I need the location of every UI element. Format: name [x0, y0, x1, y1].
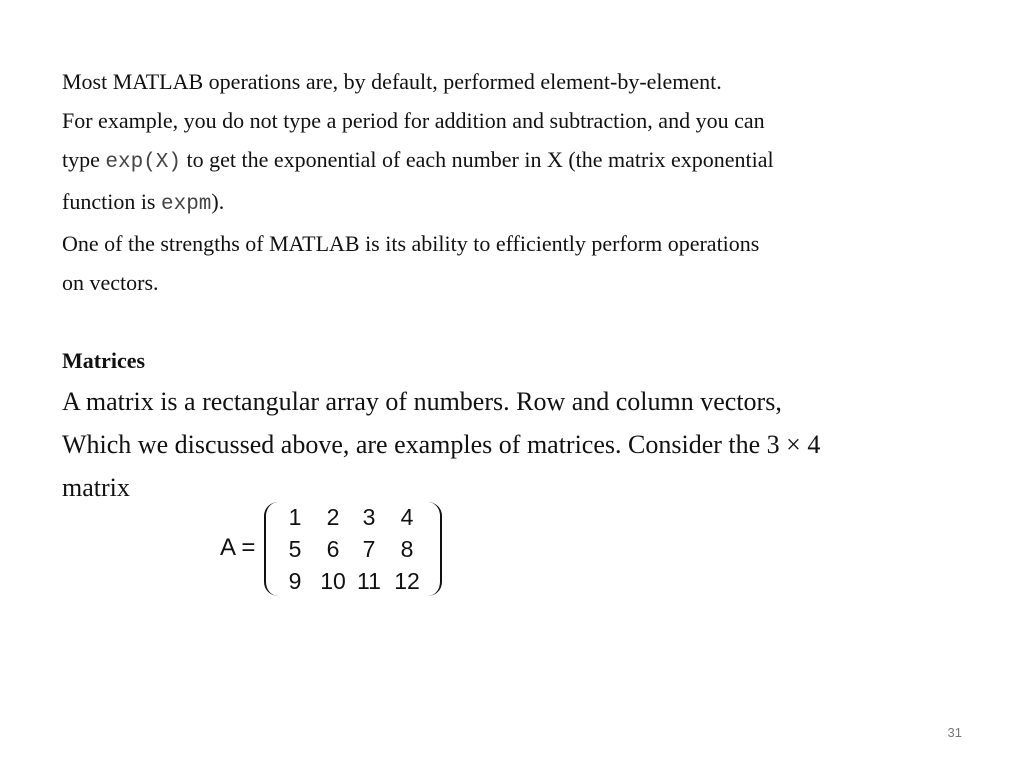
- intro-line-2: [62, 101, 962, 140]
- matrix-cell: 5: [288, 536, 302, 562]
- slide-content: [62, 62, 962, 509]
- intro-line-1: [62, 62, 962, 101]
- matrices-line-1: A matrix is a rectangular array of numbers. Row and column vectors,: [62, 387, 782, 416]
- matrix-equation: [220, 500, 450, 600]
- strengths-line-2-text: on vectors.: [62, 270, 159, 295]
- intro-line-2-text: For example, you do not type a period for addition and subtraction, and you can: [62, 108, 765, 133]
- matrix-cell: 10: [320, 568, 346, 594]
- intro-line-1-text: Most MATLAB operations are, by default, performed element-by-element.: [62, 69, 722, 94]
- matrices-line-3: matrix: [62, 473, 130, 502]
- matrices-line-2: Which we discussed above, are examples of matrices. Consider the 3 × 4: [62, 430, 821, 459]
- strengths-line-1: [62, 224, 962, 263]
- matrix-cell: 6: [326, 536, 340, 562]
- matrices-heading: Matrices: [62, 348, 146, 373]
- page-number: 31: [947, 725, 962, 740]
- intro-line-4: [62, 182, 962, 224]
- matrix-grid: [278, 502, 428, 596]
- matrix-cell: 4: [400, 504, 414, 530]
- matrix-cell: 9: [288, 568, 302, 594]
- right-paren-icon: [428, 502, 442, 596]
- matrix-cell: 2: [326, 504, 340, 530]
- matrix-cell: 7: [362, 536, 376, 562]
- strengths-line-2: [62, 263, 962, 302]
- left-paren-icon: [264, 502, 278, 596]
- intro-line-4-suffix: ).: [211, 189, 225, 214]
- matrix-name-label: A =: [220, 534, 256, 561]
- matrix-cell: 3: [362, 504, 376, 530]
- matrix-cell: 12: [394, 568, 420, 594]
- intro-line-3-prefix: type: [62, 147, 106, 172]
- intro-line-3-suffix: to get the exponential of each number in X (the matrix exponential: [181, 147, 774, 172]
- section-spacer: [62, 302, 962, 341]
- code-exp: exp(X): [105, 151, 182, 174]
- strengths-line-1-text: One of the strengths of MATLAB is its ability to efficiently perform operations: [62, 231, 760, 256]
- matrix-cell: 1: [288, 504, 302, 530]
- code-expm: expm: [161, 193, 212, 216]
- matrix-cell: 8: [400, 536, 414, 562]
- intro-line-3: [62, 140, 962, 182]
- intro-line-4-prefix: function is: [62, 189, 161, 214]
- matrix-cell: 11: [357, 568, 381, 594]
